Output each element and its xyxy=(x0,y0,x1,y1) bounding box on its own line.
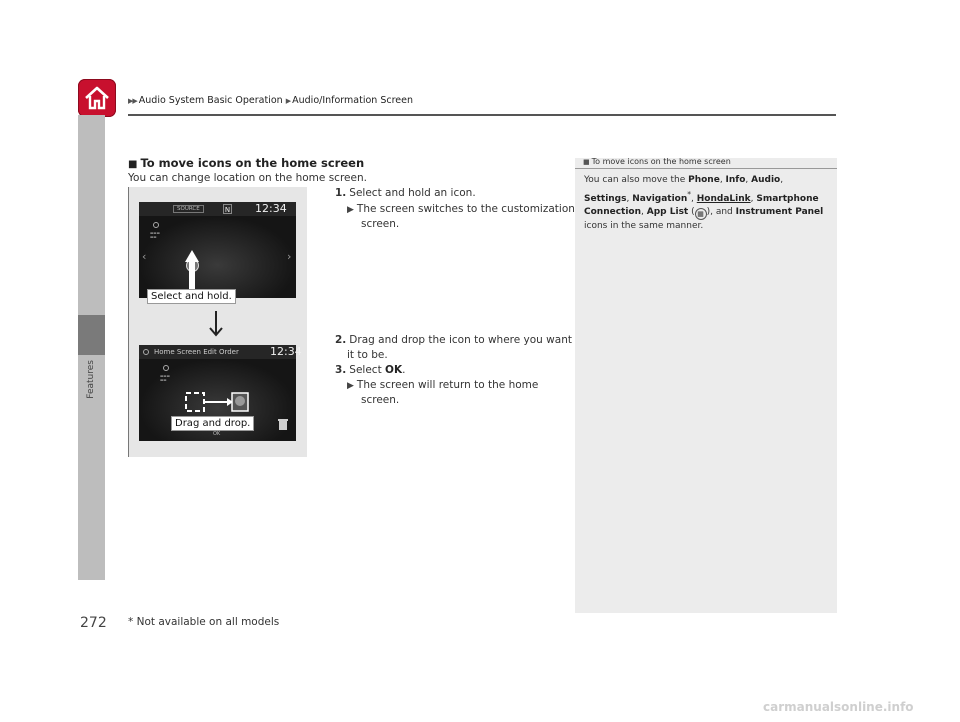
note-text: You can also move the xyxy=(584,175,689,185)
app-list-icon: ▦ xyxy=(695,208,707,220)
source-button: SOURCE xyxy=(173,205,204,213)
step-text: Select and hold an icon. xyxy=(349,187,476,199)
side-note-heading-text: To move icons on the home screen xyxy=(591,157,731,166)
sidebar-section-label: Features xyxy=(86,360,96,399)
small-app-caption: ▬▬▬ ▬▬ xyxy=(150,231,160,239)
step-1-result-cont: screen. xyxy=(361,218,400,230)
screen-back-icon xyxy=(143,349,149,355)
breadcrumb-item-audio-info-screen[interactable]: Audio/Information Screen xyxy=(292,95,413,106)
step-2-cont: it to be. xyxy=(347,349,388,361)
step-text-end: . xyxy=(402,364,406,376)
step-number: 1. xyxy=(335,187,347,199)
note-term-hondalink[interactable]: HondaLink xyxy=(696,193,751,204)
side-note-heading xyxy=(575,157,837,169)
side-note-body: You can also move the Phone, Info, Audio, Settings, Navigation*, HondaLink, Smartphone Connection, App List ( ▦ ), and Instrument Panel icons in the same manner. xyxy=(584,175,824,231)
sidebar-section-marker xyxy=(78,315,105,355)
nav-badge: N xyxy=(224,206,231,214)
trash-icon xyxy=(277,418,289,431)
note-term-instrument-panel: Instrument Panel xyxy=(735,207,824,217)
small-app-icon xyxy=(153,222,159,228)
step-text: Drag and drop the icon to where you want xyxy=(349,334,572,346)
step-result-text: The screen switches to the customization xyxy=(356,203,575,215)
footnote-marker: * xyxy=(687,189,692,199)
note-term-navigation: Navigation xyxy=(632,193,688,204)
small-app-icon xyxy=(163,365,169,371)
scroll-left-icon: ‹ xyxy=(142,250,147,263)
home-screen-image xyxy=(139,202,296,298)
double-arrow-icon: ▶▶ xyxy=(128,97,137,105)
down-arrow-icon xyxy=(207,311,225,337)
step-3-result xyxy=(347,378,538,394)
step-text: Select xyxy=(349,364,386,376)
step-number: 2. xyxy=(335,334,347,346)
screen-title: Home Screen Edit Order xyxy=(154,348,239,356)
house-icon xyxy=(83,84,111,112)
note-term-applist: App List xyxy=(646,207,689,217)
result-arrow-icon: ▶ xyxy=(347,205,354,215)
note-term-connection: Connection xyxy=(584,207,642,217)
section-title-text: To move icons on the home screen xyxy=(140,156,365,170)
section-marker: ■ xyxy=(128,159,138,170)
note-ref-icon: ■ xyxy=(583,158,590,166)
note-term-phone: Phone xyxy=(688,175,720,185)
arrow-icon: ▶ xyxy=(285,97,291,105)
step-result-text: The screen will return to the home xyxy=(356,379,539,391)
scroll-right-icon: › xyxy=(287,250,292,263)
breadcrumb-item-audio-system[interactable]: Audio System Basic Operation xyxy=(138,95,283,106)
step-3 xyxy=(335,363,405,378)
ok-label: OK xyxy=(385,364,403,376)
step-2 xyxy=(335,333,572,348)
note-term-info: Info xyxy=(725,175,746,185)
home-button[interactable] xyxy=(78,79,116,117)
step-number: 3. xyxy=(335,364,347,376)
section-intro: You can change location on the home screen. xyxy=(128,172,367,184)
step-1-result xyxy=(347,202,575,218)
small-app-caption: ▬▬▬ ▬▬ xyxy=(160,374,170,382)
step-1 xyxy=(335,186,476,201)
screen-clock: 12:34 xyxy=(270,345,302,358)
note-term-smartphone: Smartphone xyxy=(756,193,819,204)
drag-illustration xyxy=(183,390,255,416)
page-number: 272 xyxy=(80,615,107,631)
note-text-tail: icons in the same manner. xyxy=(584,221,704,231)
screen-background xyxy=(139,216,296,298)
section-title xyxy=(128,156,364,170)
screen-clock: 12:34 xyxy=(255,202,287,215)
drag-drop-callout: Drag and drop. xyxy=(171,416,254,431)
note-term-audio: Audio xyxy=(751,175,781,185)
breadcrumb xyxy=(128,95,413,106)
result-arrow-icon: ▶ xyxy=(347,381,354,391)
note-term-settings: Settings xyxy=(584,193,627,204)
watermark: carmanualsonline.info xyxy=(763,700,914,714)
footnote: * Not available on all models xyxy=(128,616,280,628)
ok-button: OK xyxy=(213,431,221,437)
step-3-result-cont: screen. xyxy=(361,394,400,406)
select-hold-callout: Select and hold. xyxy=(147,289,236,304)
header-divider xyxy=(128,114,836,116)
